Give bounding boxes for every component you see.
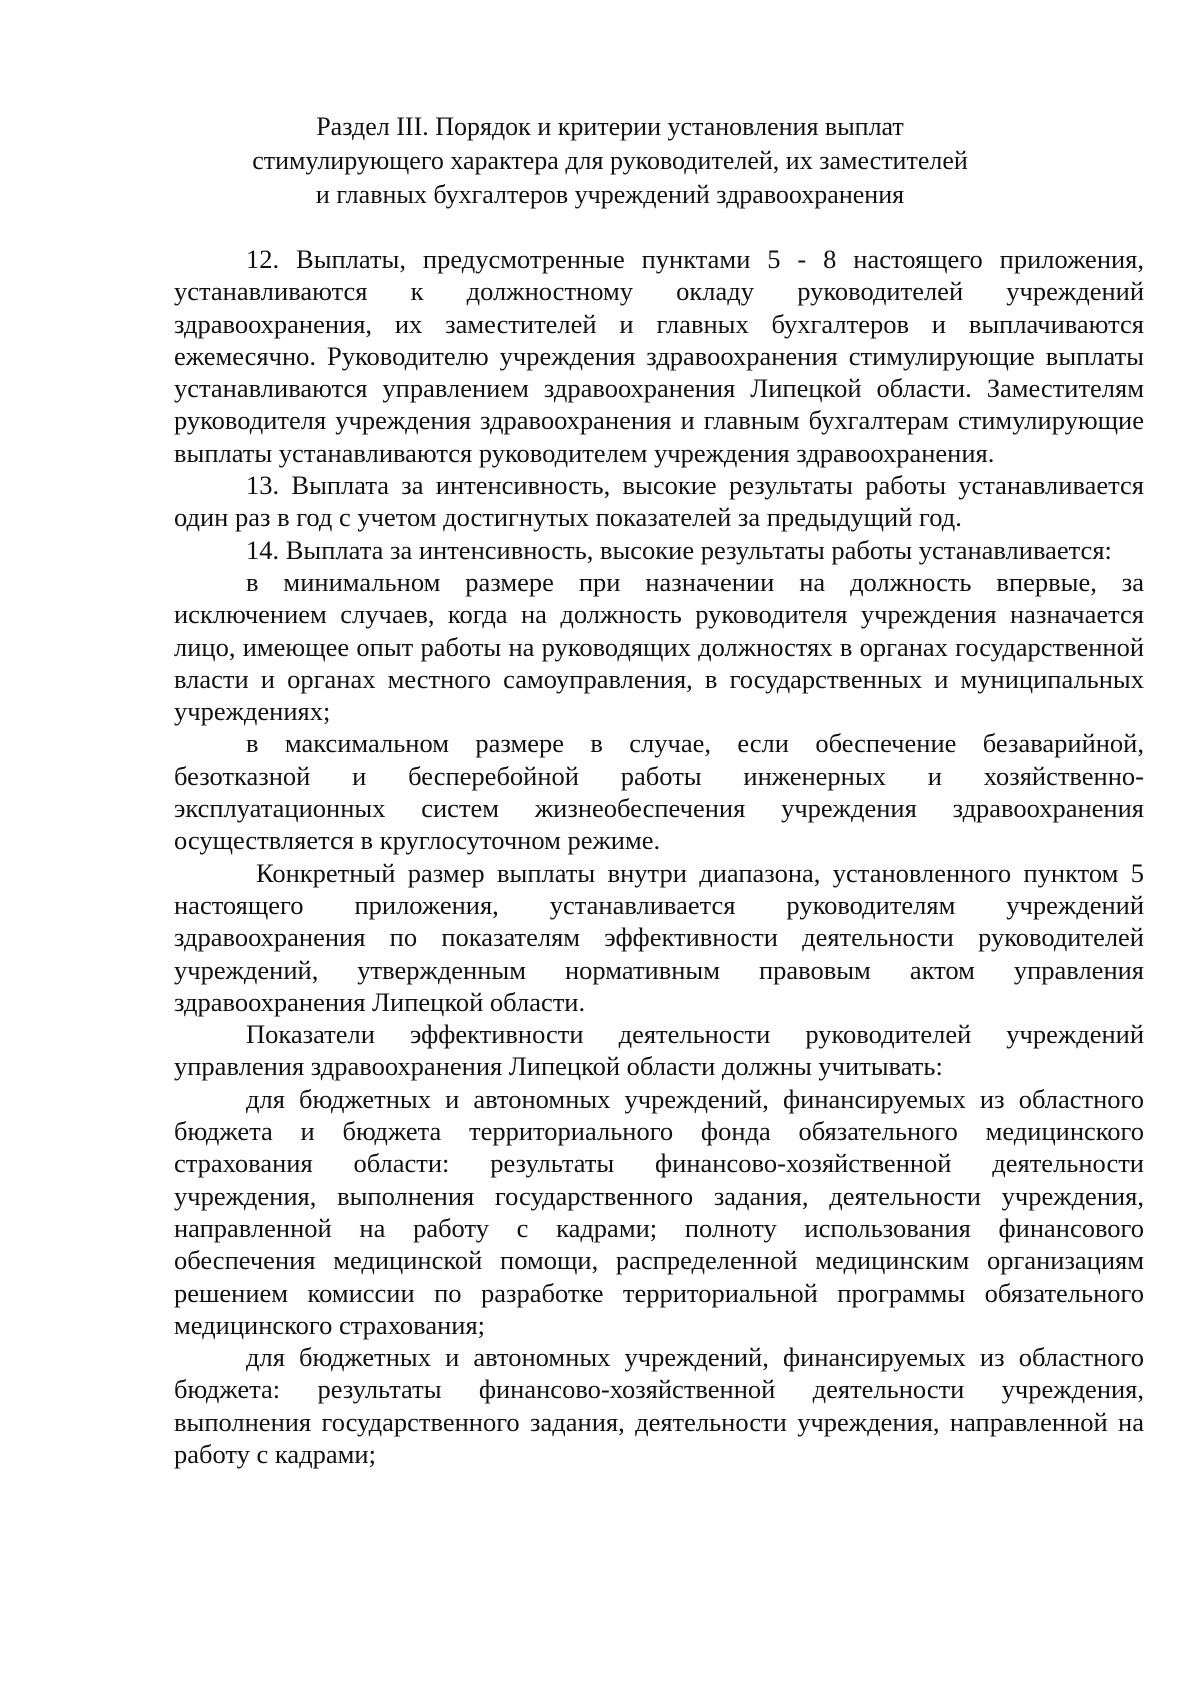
paragraph-item-12: 12. Выплаты, предусмотренные пунктами 5 - 8 настоящего приложения, устанавливаются к должностному окладу руководителей учреждений здравоохранения, их заместителей и главных бухгалтеров и выплачиваются ежемесячно. Руководителю учреждения здравоохранения стимулирующие выплаты устанавливаются управлением здравоохранения Липецкой области. Заместителям руководителя учреждения здравоохранения и главным бухгалтерам стимулирующие выплаты устанавливаются руководителем учреждения здравоохранения.: [174, 244, 1144, 468]
section-heading: [150, 110, 1070, 212]
paragraph-item-14: 14. Выплата за интенсивность, высокие результаты работы устанавливается:: [246, 534, 1112, 565]
paragraph-specific-size: Конкретный размер выплаты внутри диапазона, установленного пунктом 5 настоящего приложения, устанавливается руководителям учреждений здравоохранения по показателям эффективности деятельности руководителей учреждений, утвержденным нормативным правовым актом управления здравоохранения Липецкой области.: [174, 857, 1144, 1017]
paragraph-indicators-omc: для бюджетных и автономных учреждений, финансируемых из областного бюджета и бюджета территориального фонда обязательного медицинского страхования области: результаты финансово-хозяйственной деятельности учреждения, выполнения государственного задания, деятельности учреждения, направленной на работу с кадрами; полноту использования финансового обеспечения медицинской помощи, распределенной медицинским организациям решением комиссии по разработке территориальной программы обязательного медицинского страхования;: [174, 1083, 1144, 1340]
paragraph-indicators-intro: Показатели эффективности деятельности руководителей учреждений управления здравоохранения Липецкой области должны учитывать:: [174, 1019, 1144, 1082]
section-heading-line-1: Раздел III. Порядок и критерии установления выплат: [316, 112, 904, 141]
paragraph-maximum-size: в максимальном размере в случае, если обеспечение безаварийной, безотказной и бесперебойной работы инженерных и хозяйственно-эксплуатационных систем жизнеобеспечения учреждения здравоохранения осуществляется в круглосуточном режиме.: [174, 728, 1144, 856]
section-heading-line-3: и главных бухгалтеров учреждений здравоохранения: [315, 180, 905, 209]
section-heading-line-2: стимулирующего характера для руководителей, их заместителей: [252, 146, 968, 175]
paragraph-minimum-size: в минимальном размере при назначении на должность впервые, за исключением случаев, когда на должность руководителя учреждения назначается лицо, имеющее опыт работы на руководящих должностях в органах государственной власти и органах местного самоуправления, в государственных и муниципальных учреждениях;: [174, 566, 1144, 727]
paragraph-indicators-regional: для бюджетных и автономных учреждений, финансируемых из областного бюджета: результаты финансово-хозяйственной деятельности учреждения, выполнения государственного задания, деятельности учреждения, направленной на работу с кадрами;: [174, 1342, 1144, 1469]
document-body: [174, 243, 1144, 1470]
paragraph-item-13: 13. Выплата за интенсивность, высокие результаты работы устанавливается один раз в год с учетом достигнутых показателей за предыдущий год.: [174, 470, 1144, 533]
